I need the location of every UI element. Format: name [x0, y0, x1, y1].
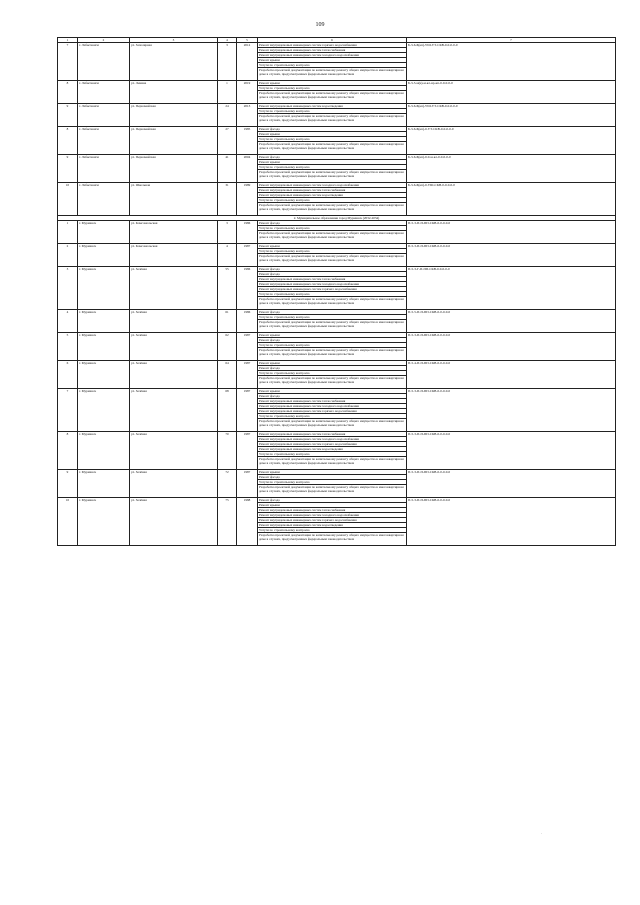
street-cell: ул. Ленина: [130, 81, 218, 104]
work-type-cell: Услуги по строительному контролю: [258, 165, 407, 170]
table-body: [58, 38, 616, 546]
row-number: 3: [58, 267, 78, 310]
year-cell: 1989: [237, 183, 258, 216]
city-cell: г. Мурманск: [78, 333, 130, 361]
work-type-cell: Ремонт внутридомовых инженерных систем холодного водоснабжения: [258, 183, 407, 188]
header-cell-6: 6: [258, 38, 407, 43]
work-type-cell: Разработка проектной документации по капитальному ремонту общего имущества в многоквартирном доме в случаях, предусмотренных федеральным законодательством: [258, 348, 407, 361]
work-type-cell: Ремонт фасада: [258, 155, 407, 160]
work-type-cell: Услуги по строительному контролю: [258, 226, 407, 231]
work-type-cell: Ремонт крыши: [258, 503, 407, 508]
work-type-cell: Услуги по строительному контролю: [258, 371, 407, 376]
street-cell: ул. Зелёная: [130, 389, 218, 432]
house-cell: 31: [218, 183, 237, 216]
work-type-cell: Ремонт внутридомовых инженерных систем теплоснабжения: [258, 432, 407, 437]
work-type-cell: Услуги по строительному контролю: [258, 198, 407, 203]
row-number: 9: [58, 155, 78, 183]
work-type-cell: Ремонт крыши: [258, 244, 407, 249]
house-cell: 75: [218, 498, 237, 546]
work-type-cell: Ремонт фасада: [258, 310, 407, 315]
code-cell: П-5-5-П-П-ПП-СКВ-0-0-0-0-0: [407, 310, 616, 333]
work-type-cell: Ремонт внутридомовых инженерных систем теплоснабжения: [258, 508, 407, 513]
header-cell-2: 2: [78, 38, 130, 43]
street-cell: ул. Комсомольская: [130, 221, 218, 244]
house-cell: 3: [218, 221, 237, 244]
year-cell: 1987: [237, 333, 258, 361]
work-type-cell: Ремонт внутридомовых инженерных систем горячего водоснабжения: [258, 518, 407, 523]
work-type-cell: Услуги по строительному контролю: [258, 480, 407, 485]
table-row: [58, 43, 616, 48]
code-cell: П-5-3-П-П-ПП-СКВ-0-0-0-0-0: [407, 389, 616, 432]
work-type-cell: Разработка проектной документации по капитальному ремонту общего имущества в многоквартирном доме в случаях, предусмотренных федеральным законодательством: [258, 170, 407, 183]
work-type-cell: Услуги по строительному контролю: [258, 343, 407, 348]
header-cell-7: 7: [407, 38, 616, 43]
work-type-cell: Услуги по строительному контролю: [258, 414, 407, 419]
work-type-cell: Разработка проектной документации по капитальному ремонту общего имущества в многоквартирном доме в случаях, предусмотренных федеральным законодательством: [258, 457, 407, 470]
work-type-cell: Разработка проектной документации по капитальному ремонту общего имущества в многоквартирном доме в случаях, предусмотренных федеральным законодательством: [258, 254, 407, 267]
row-number: 9: [58, 104, 78, 127]
year-cell: 2004: [237, 155, 258, 183]
work-type-cell: Ремонт внутридомовых инженерных систем теплоснабжения: [258, 399, 407, 404]
header-cell-3: 3: [130, 38, 218, 43]
city-cell: г. Лабытнанги: [78, 43, 130, 81]
street-cell: ул. Заполярная: [130, 43, 218, 81]
work-type-cell: Разработка проектной документации по капитальному ремонту общего имущества в многоквартирном доме в случаях, предусмотренных федеральным законодательством: [258, 68, 407, 81]
street-cell: ул. Комсомольская: [130, 244, 218, 267]
year-cell: 1986: [237, 310, 258, 333]
street-cell: ул. Первомайская: [130, 104, 218, 127]
row-number: 7: [58, 389, 78, 432]
city-cell: г. Мурманск: [78, 432, 130, 470]
work-type-cell: Ремонт внутридомовых инженерных систем горячего водоснабжения: [258, 43, 407, 48]
page-number: 109: [315, 22, 325, 28]
work-type-cell: Ремонт внутридомовых инженерных систем водоотведения: [258, 523, 407, 528]
row-number: 1: [58, 221, 78, 244]
work-type-cell: Ремонт фасада: [258, 394, 407, 399]
work-type-cell: Ремонт крыши: [258, 58, 407, 63]
work-type-cell: Услуги по строительному контролю: [258, 528, 407, 533]
work-type-cell: Ремонт внутридомовых инженерных систем холодного водоснабжения: [258, 53, 407, 58]
city-cell: г. Лабытнанги: [78, 81, 130, 104]
work-type-cell: Ремонт фасада: [258, 272, 407, 277]
street-cell: ул. Зелёная: [130, 498, 218, 546]
street-cell: ул. Зелёная: [130, 333, 218, 361]
work-type-cell: Разработка проектной документации по капитальному ремонту общего имущества в многоквартирном доме в случаях, предусмотренных федеральным законодательством: [258, 376, 407, 389]
work-type-cell: Услуги по строительному контролю: [258, 109, 407, 114]
work-type-cell: Разработка проектной документации по капитальному ремонту общего имущества в многоквартирном доме в случаях, предусмотренных федеральным законодательством: [258, 320, 407, 333]
city-cell: г. Лабытнанги: [78, 183, 130, 216]
work-type-cell: Ремонт фасада: [258, 366, 407, 371]
year-cell: 2013: [237, 104, 258, 127]
code-cell: П-5-3-П-П-ПП-СКВ-0-0-0-0-0: [407, 333, 616, 361]
code-cell: П-5-4-П-П-ПП-СКВ-0-0-0-0-0: [407, 361, 616, 389]
row-number: 8: [58, 127, 78, 155]
work-type-cell: Ремонт фасада: [258, 475, 407, 480]
year-cell: 2019: [237, 81, 258, 104]
city-cell: г. Мурманск: [78, 498, 130, 546]
work-type-cell: Ремонт внутридомовых инженерных систем холодного водоснабжения: [258, 282, 407, 287]
city-cell: г. Мурманск: [78, 244, 130, 267]
work-type-cell: Ремонт крыши: [258, 333, 407, 338]
street-cell: ул. Зелёная: [130, 361, 218, 389]
work-type-cell: Ремонт фасада: [258, 221, 407, 226]
year-cell: 1986: [237, 221, 258, 244]
year-cell: 2012: [237, 43, 258, 81]
year-cell: 1986: [237, 267, 258, 310]
work-type-cell: Разработка проектной документации по капитальному ремонту общего имущества в многоквартирном доме в случаях, предусмотренных федеральным законодательством: [258, 485, 407, 498]
work-type-cell: Услуги по строительному контролю: [258, 63, 407, 68]
work-type-cell: Услуги по строительному контролю: [258, 86, 407, 91]
work-type-cell: Разработка проектной документации по капитальному ремонту общего имущества в многоквартирном доме в случаях, предусмотренных федеральным законодательством: [258, 114, 407, 127]
code-cell: П-5-3-П-П-ПП-СКВ-0-0-0-0-0: [407, 221, 616, 244]
house-cell: 68: [218, 389, 237, 432]
work-type-cell: Ремонт крыши: [258, 470, 407, 475]
work-type-cell: Разработка проектной документации по капитальному ремонту общего имущества в многоквартирном доме в случаях, предусмотренных федеральным законодательством: [258, 203, 407, 216]
code-cell: П-5-3-Г-П-ПП-СКВ-0-0-0-0-0: [407, 267, 616, 310]
work-type-cell: Ремонт крыши: [258, 132, 407, 137]
work-type-cell: Услуги по строительному контролю: [258, 315, 407, 320]
code-cell: П-5-3-П-П-ПП-СКВ-0-0-0-0-0: [407, 498, 616, 546]
table-row: [58, 183, 616, 188]
work-type-cell: Ремонт внутридомовых инженерных систем горячего водоснабжения: [258, 287, 407, 292]
work-type-cell: Разработка проектной документации по капитальному ремонту общего имущества в многоквартирном доме в случаях, предусмотренных федеральным законодательством: [258, 297, 407, 310]
city-cell: г. Мурманск: [78, 310, 130, 333]
street-cell: ул. Зелёная: [130, 267, 218, 310]
row-number: 10: [58, 183, 78, 216]
work-type-cell: Ремонт внутридомовых инженерных систем холодного водоснабжения: [258, 404, 407, 409]
year-cell: 1987: [237, 470, 258, 498]
street-cell: ул. Зелёная: [130, 470, 218, 498]
house-cell: 62: [218, 333, 237, 361]
header-cell-1: 1: [58, 38, 78, 43]
year-cell: 1988: [237, 498, 258, 546]
row-number: 8: [58, 432, 78, 470]
year-cell: 1987: [237, 361, 258, 389]
code-cell: Б-3-6-Б(кп)-УШ-УТ-СКВ-0-0-0-0-0: [407, 104, 616, 127]
capital-repair-table: [57, 37, 616, 546]
work-type-cell: Разработка проектной документации по капитальному ремонту общего имущества в многоквартирном доме в случаях, предусмотренных федеральным законодательством: [258, 419, 407, 432]
code-cell: Б-3-6-Б(кп)-0-УШ-СКВ-0-0-0-0-0: [407, 183, 616, 216]
street-cell: ул. Первомайская: [130, 155, 218, 183]
work-type-cell: Ремонт внутридомовых инженерных систем теплоснабжения: [258, 48, 407, 53]
row-number: 8: [58, 81, 78, 104]
code-cell: П-5-3-П-П-ПП-СКВ-0-0-0-0-0: [407, 244, 616, 267]
house-cell: 24: [218, 104, 237, 127]
street-cell: ул. Зелёная: [130, 432, 218, 470]
row-number: 7: [58, 43, 78, 81]
city-cell: г. Мурманск: [78, 267, 130, 310]
code-cell: Б-3-6-Б(кп)-0-0-м-кл-0-0-0-0-0: [407, 155, 616, 183]
city-cell: г. Мурманск: [78, 470, 130, 498]
work-type-cell: Ремонт внутридомовых инженерных систем теплоснабжения: [258, 188, 407, 193]
work-type-cell: Ремонт крыши: [258, 160, 407, 165]
year-cell: 1985: [237, 127, 258, 155]
code-cell: Б-3-6-Б(кп)-0-УТ-СКВ-0-0-0-0-0: [407, 127, 616, 155]
city-cell: г. Лабытнанги: [78, 155, 130, 183]
work-type-cell: Ремонт фасада: [258, 498, 407, 503]
row-number: 6: [58, 361, 78, 389]
city-cell: г. Лабытнанги: [78, 127, 130, 155]
work-type-cell: Услуги по строительному контролю: [258, 249, 407, 254]
street-cell: ул. Школьная: [130, 183, 218, 216]
work-type-cell: Ремонт фасада: [258, 338, 407, 343]
year-cell: 1987: [237, 432, 258, 470]
row-number: 10: [58, 498, 78, 546]
street-cell: ул. Первомайская: [130, 127, 218, 155]
work-type-cell: Ремонт внутридомовых инженерных систем водоотведения: [258, 104, 407, 109]
house-cell: 27: [218, 127, 237, 155]
row-number: 5: [58, 333, 78, 361]
house-cell: 64: [218, 361, 237, 389]
city-cell: г. Лабытнанги: [78, 104, 130, 127]
street-cell: ул. Зелёная: [130, 310, 218, 333]
row-number: 2: [58, 244, 78, 267]
row-number: 4: [58, 310, 78, 333]
work-type-cell: Ремонт фасада: [258, 267, 407, 272]
house-cell: 72: [218, 470, 237, 498]
house-cell: 70: [218, 432, 237, 470]
code-cell: Б-3-3-м(н)-м-кл-нр-кп-0-0-0-0-0: [407, 81, 616, 104]
work-type-cell: Ремонт внутридомовых инженерных систем водоотведения: [258, 447, 407, 452]
work-type-cell: Разработка проектной документации по капитальному ремонту общего имущества в многоквартирном доме в случаях, предусмотренных федеральным законодательством: [258, 533, 407, 546]
work-type-cell: Услуги по строительному контролю: [258, 137, 407, 142]
work-type-cell: Ремонт внутридомовых инженерных систем холодного водоснабжения: [258, 437, 407, 442]
house-cell: 3: [218, 43, 237, 81]
table-row: [58, 104, 616, 109]
house-cell: 61: [218, 310, 237, 333]
page-edge-mark: ·: [541, 831, 543, 836]
city-cell: г. Мурманск: [78, 389, 130, 432]
house-cell: 55: [218, 267, 237, 310]
header-cell-5: 5: [237, 38, 258, 43]
work-type-cell: Ремонт фасада: [258, 127, 407, 132]
work-type-cell: Ремонт внутридомовых инженерных систем теплоснабжения: [258, 277, 407, 282]
house-cell: 4: [218, 244, 237, 267]
work-type-cell: Ремонт крыши: [258, 389, 407, 394]
house-cell: 1: [218, 81, 237, 104]
work-type-cell: Разработка проектной документации по капитальному ремонту общего имущества в многоквартирном доме в случаях, предусмотренных федеральным законодательством: [258, 231, 407, 244]
work-type-cell: Разработка проектной документации по капитальному ремонту общего имущества в многоквартирном доме в случаях, предусмотренных федеральным законодательством: [258, 91, 407, 104]
header-cell-4: 4: [218, 38, 237, 43]
work-type-cell: Разработка проектной документации по капитальному ремонту общего имущества в многоквартирном доме в случаях, предусмотренных федеральным законодательством: [258, 142, 407, 155]
code-cell: Б-3-6-Б(кп)-УШ-УТ-СКВ-0-0-0-0-0: [407, 43, 616, 81]
work-type-cell: Услуги по строительному контролю: [258, 292, 407, 297]
section-title: 2. Муниципальное образование город Мурманск (2032-2034): [58, 216, 616, 221]
city-cell: г. Мурманск: [78, 221, 130, 244]
work-type-cell: Ремонт внутридомовых инженерных систем горячего водоснабжения: [258, 409, 407, 414]
house-cell: 41: [218, 155, 237, 183]
year-cell: 1987: [237, 389, 258, 432]
work-type-cell: Ремонт внутридомовых инженерных систем холодного водоснабжения: [258, 513, 407, 518]
row-number: 9: [58, 470, 78, 498]
table-row: [58, 432, 616, 437]
code-cell: П-5-3-П-П-ПП-СКВ-0-0-0-0-0: [407, 432, 616, 470]
work-type-cell: Ремонт крыши: [258, 81, 407, 86]
work-type-cell: Ремонт внутридомовых инженерных систем горячего водоснабжения: [258, 442, 407, 447]
code-cell: П-5-3-П-П-ПП-СКВ-0-0-0-0-0: [407, 470, 616, 498]
work-type-cell: Ремонт внутридомовых инженерных систем водоотведения: [258, 193, 407, 198]
work-type-cell: Ремонт крыши: [258, 361, 407, 366]
work-type-cell: Услуги по строительному контролю: [258, 452, 407, 457]
year-cell: 1987: [237, 244, 258, 267]
city-cell: г. Мурманск: [78, 361, 130, 389]
